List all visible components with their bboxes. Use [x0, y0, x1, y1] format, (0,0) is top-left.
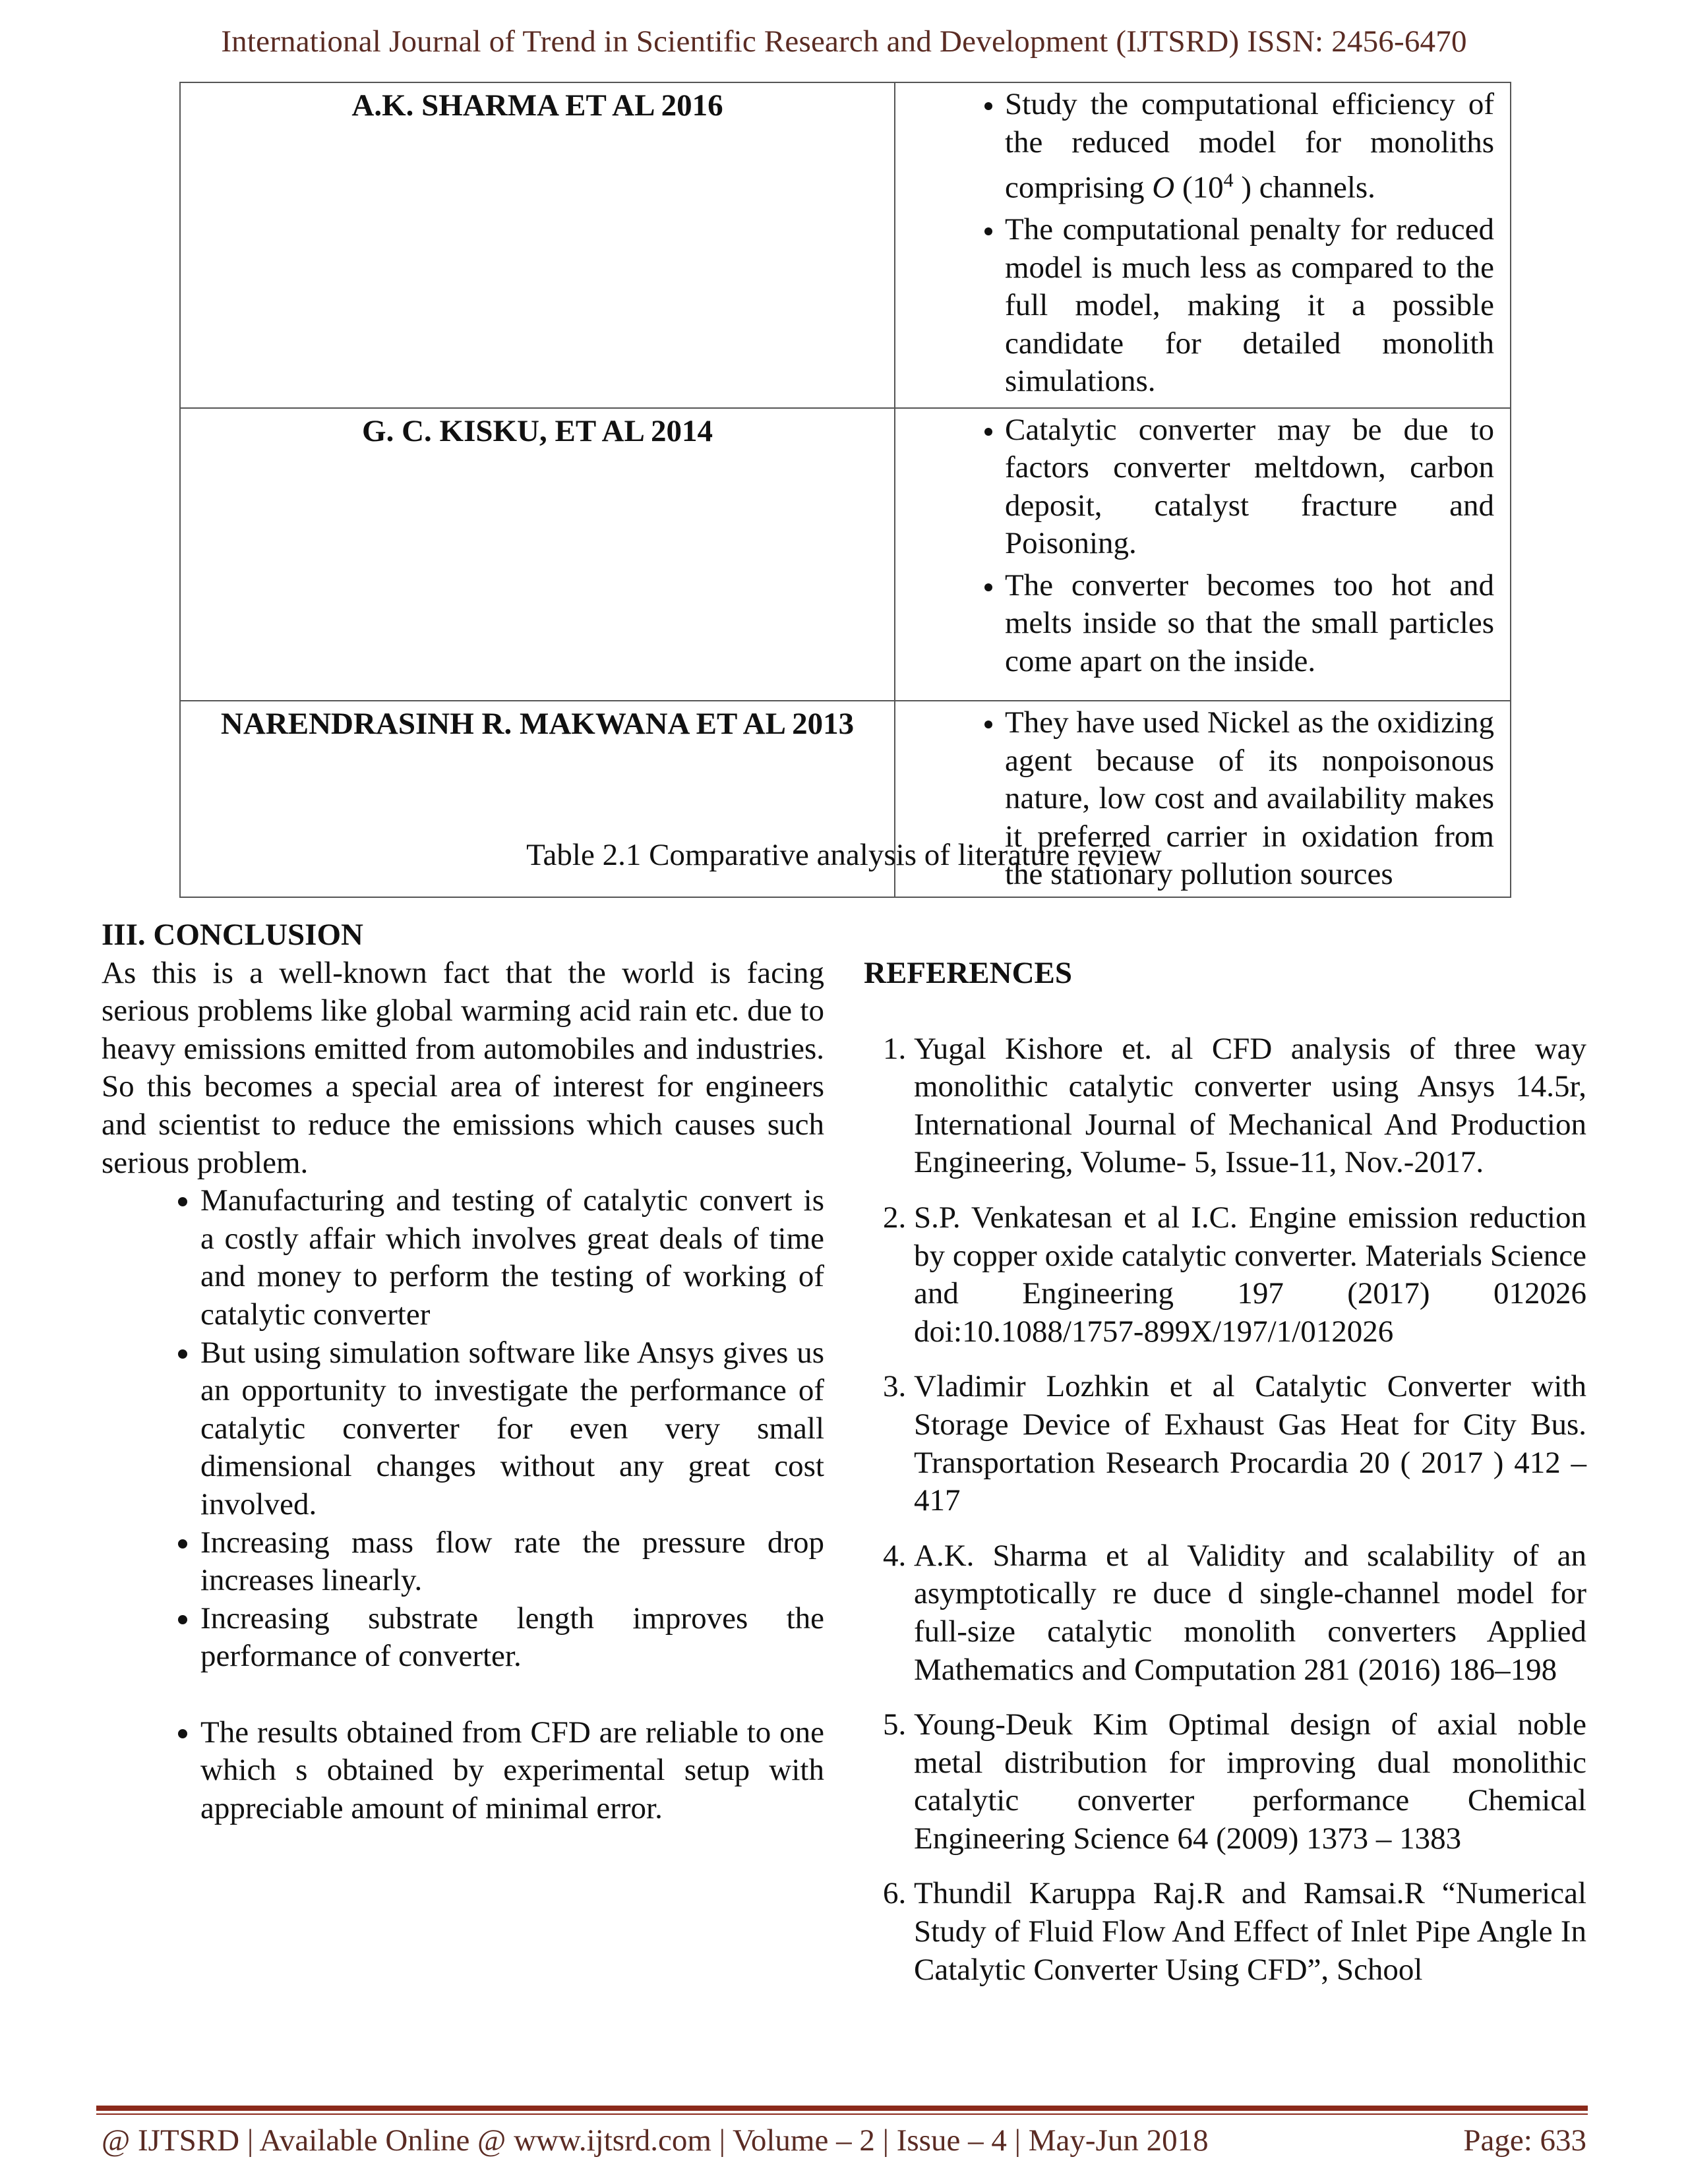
journal-header: International Journal of Trend in Scientific Research and Development (IJTSRD) ISSN: 2456-6470	[221, 24, 1467, 59]
footer-info: @ IJTSRD | Available Online @ www.ijtsrd.com | Volume – 2 | Issue – 4 | May-Jun 2018	[102, 2123, 1209, 2158]
conclusion-section	[102, 916, 824, 1828]
finding-item: • Catalytic converter may be due to factors converter meltdown, carbon deposit, catalyst fracture and Poisoning.	[1005, 411, 1494, 563]
section-heading: III. CONCLUSION	[102, 918, 363, 952]
page-footer	[102, 2123, 1586, 2158]
table-findings-cell	[895, 408, 1511, 701]
reference-list	[864, 1030, 1586, 1990]
conclusion-bullets	[102, 1182, 824, 1828]
conclusion-bullet: • The results obtained from CFD are reliable to one which s obtained by experimental setup with appreciable amount of minimal error.	[200, 1714, 824, 1828]
finding-text-part: (10	[1174, 170, 1224, 205]
table-caption: Table 2.1 Comparative analysis of literature review	[526, 838, 1162, 872]
references-section	[864, 955, 1586, 2006]
reference-item: 1. Yugal Kishore et. al CFD analysis of three way monolithic catalytic converter using Ansys 14.5r, International Journal of Mechanical And Production Engineering, Volume- 5, Issue-11, Nov.-2017.	[914, 1030, 1586, 1182]
reference-item: 4. A.K. Sharma et al Validity and scalability of an asymptotically re duce d single-channel model for full-size catalytic monolith converters Applied Mathematics and Computation 281 (2016) 186–198	[914, 1537, 1586, 1689]
section-heading: REFERENCES	[864, 956, 1073, 990]
reference-item: 5. Young-Deuk Kim Optimal design of axial noble metal distribution for improving dual monolithic catalytic converter performance Chemical Engineering Science 64 (2009) 1373 – 1383	[914, 1706, 1586, 1858]
table-author-cell: G. C. KISKU, ET AL 2014	[180, 408, 895, 701]
page-number: Page: 633	[1463, 2123, 1586, 2158]
table-author-cell: NARENDRASINH R. MAKWANA ET AL 2013	[180, 701, 895, 897]
finding-item	[1005, 86, 1494, 207]
reference-item: 6. Thundil Karuppa Raj.R and Ramsai.R “Numerical Study of Fluid Flow And Effect of Inlet Pipe Angle In Catalytic Converter Using CFD”, School	[914, 1875, 1586, 1989]
table-row	[180, 82, 1511, 408]
reference-item: 2. S.P. Venkatesan et al I.C. Engine emission reduction by copper oxide catalytic converter. Materials Science and Engineering 197 (2017) 012026 doi:10.1088/1757-899X/197/1/012026	[914, 1199, 1586, 1351]
reference-item: 3. Vladimir Lozhkin et al Catalytic Converter with Storage Device of Exhaust Gas Heat for City Bus. Transportation Research Procardia 20 ( 2017 ) 412 – 417	[914, 1368, 1586, 1520]
table-findings-cell	[895, 82, 1511, 408]
conclusion-bullet: • Manufacturing and testing of catalytic convert is a costly affair which involves great deals of time and money to perform the testing of working of catalytic converter	[200, 1182, 824, 1334]
conclusion-bullet: • Increasing mass flow rate the pressure drop increases linearly.	[200, 1524, 824, 1600]
big-o-symbol: O	[1152, 170, 1175, 205]
finding-item: • They have used Nickel as the oxidizing agent because of its nonpoisonous nature, low cost and availability makes it preferred carrier in oxidation from the stationary pollution sources	[1005, 704, 1494, 894]
conclusion-paragraph: As this is a well-known fact that the world is facing serious problems like global warming acid rain etc. due to heavy emissions emitted from automobiles and industries. So this becomes a special area of interest for engineers and scientist to reduce the emissions which causes such serious problem.	[102, 955, 824, 1180]
finding-text-part: ) channels.	[1233, 170, 1375, 205]
footer-divider-thin	[96, 2113, 1588, 2115]
conclusion-bullet: • Increasing substrate length improves the performance of converter.	[200, 1600, 824, 1676]
finding-item: • The converter becomes too hot and melts inside so that the small particles come apart on the inside.	[1005, 567, 1494, 681]
table-author-cell: A.K. SHARMA ET AL 2016	[180, 82, 895, 408]
exponent: 4	[1223, 169, 1234, 191]
table-row	[180, 408, 1511, 701]
footer-divider	[96, 2106, 1588, 2111]
conclusion-bullet: • But using simulation software like Ansys gives us an opportunity to investigate the performance of catalytic converter for even very small dimensional changes without any great cost involved.	[200, 1334, 824, 1524]
finding-text-part: Study the computational efficiency of the reduced model for monoliths comprising	[1005, 87, 1494, 205]
literature-review-table	[179, 82, 1511, 898]
finding-item: • The computational penalty for reduced model is much less as compared to the full model, making it a possible candidate for detailed monolith simulations.	[1005, 211, 1494, 401]
